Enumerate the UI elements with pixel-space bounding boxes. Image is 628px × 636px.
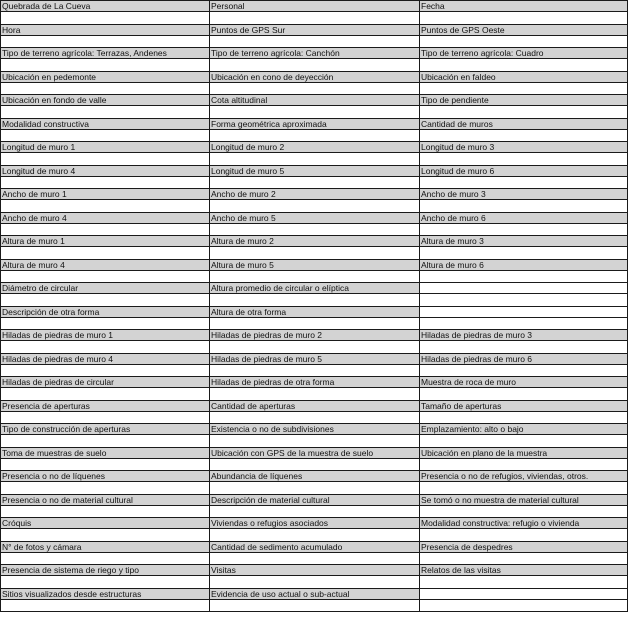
field-entry-row <box>1 12 628 25</box>
field-label: Presencia o no de refugios, viviendas, otros. <box>420 471 628 482</box>
field-label: Altura de muro 2 <box>210 236 420 247</box>
field-label: Abundancia de líquenes <box>210 471 420 482</box>
field-entry-row <box>1 388 628 401</box>
field-label-row <box>1 565 628 576</box>
field-label: Hiladas de piedras de muro 1 <box>1 330 210 341</box>
field-label: Toma de muestras de suelo <box>1 447 210 458</box>
field-label: Altura de muro 3 <box>420 236 628 247</box>
field-label-row <box>1 471 628 482</box>
field-label: Longitud de muro 1 <box>1 142 210 153</box>
field-label: Tipo de pendiente <box>420 95 628 106</box>
field-label: Ubicación en pedemonte <box>1 71 210 82</box>
field-entry-cell[interactable] <box>420 552 628 565</box>
field-entry-cell[interactable] <box>210 294 420 307</box>
field-entry-cell[interactable] <box>420 341 628 354</box>
field-entry-row <box>1 176 628 189</box>
field-entry-cell[interactable] <box>210 364 420 377</box>
field-label: Presencia o no de líquenes <box>1 471 210 482</box>
field-entry-cell[interactable] <box>420 270 628 283</box>
field-entry-row <box>1 552 628 565</box>
field-entry-cell[interactable] <box>420 223 628 236</box>
field-label-row <box>1 259 628 270</box>
field-label: Tipo de terreno agrícola: Canchón <box>210 48 420 59</box>
field-label: Hiladas de piedras de muro 4 <box>1 353 210 364</box>
field-entry-cell[interactable] <box>1 458 210 471</box>
field-label: Viviendas o refugios asociados <box>210 518 420 529</box>
field-entry-cell[interactable] <box>420 12 628 25</box>
field-entry-cell[interactable] <box>210 317 420 330</box>
field-entry-cell[interactable] <box>1 35 210 48</box>
field-entry-cell[interactable] <box>210 129 420 142</box>
field-entry-cell[interactable] <box>420 176 628 189</box>
field-entry-row <box>1 270 628 283</box>
field-label: Altura de muro 1 <box>1 236 210 247</box>
field-label: Altura de muro 5 <box>210 259 420 270</box>
field-entry-row <box>1 106 628 119</box>
field-entry-cell[interactable] <box>210 529 420 542</box>
field-entry-row <box>1 435 628 448</box>
field-label: Tipo de construcción de aperturas <box>1 424 210 435</box>
field-label: Cantidad de sedimento acumulado <box>210 541 420 552</box>
field-entry-cell[interactable] <box>210 82 420 95</box>
field-label: Modalidad constructiva <box>1 118 210 129</box>
field-label: Hiladas de piedras de otra forma <box>210 377 420 388</box>
field-label: Tipo de terreno agrícola: Terrazas, Andenes <box>1 48 210 59</box>
field-entry-row <box>1 458 628 471</box>
field-label: Longitud de muro 2 <box>210 142 420 153</box>
field-entry-cell[interactable] <box>1 294 210 307</box>
field-label: N° de fotos y cámara <box>1 541 210 552</box>
field-entry-cell[interactable] <box>210 458 420 471</box>
field-entry-cell[interactable] <box>210 106 420 119</box>
field-entry-cell[interactable] <box>210 599 420 612</box>
field-label-row <box>1 494 628 505</box>
field-entry-cell[interactable] <box>1 552 210 565</box>
field-label: Ancho de muro 4 <box>1 212 210 223</box>
field-label: Ancho de muro 5 <box>210 212 420 223</box>
field-entry-cell[interactable] <box>420 129 628 142</box>
field-entry-cell[interactable] <box>420 482 628 495</box>
field-label-row <box>1 142 628 153</box>
field-entry-cell[interactable] <box>210 270 420 283</box>
field-record-table-body <box>1 1 628 612</box>
field-entry-cell[interactable] <box>210 35 420 48</box>
field-label: Emplazamiento: alto o bajo <box>420 424 628 435</box>
field-label: Forma geométrica aproximada <box>210 118 420 129</box>
field-label: Tipo de terreno agrícola: Cuadro <box>420 48 628 59</box>
field-entry-cell[interactable] <box>210 576 420 589</box>
field-entry-cell[interactable] <box>1 505 210 518</box>
field-label: Presencia de aperturas <box>1 400 210 411</box>
field-entry-cell[interactable] <box>1 388 210 401</box>
field-label: Cantidad de muros <box>420 118 628 129</box>
field-entry-row <box>1 529 628 542</box>
field-entry-cell[interactable] <box>1 529 210 542</box>
field-label-row <box>1 353 628 364</box>
field-entry-cell[interactable] <box>1 59 210 72</box>
field-label-row <box>1 541 628 552</box>
field-entry-cell[interactable] <box>1 270 210 283</box>
field-label: Longitud de muro 4 <box>1 165 210 176</box>
field-label: Muestra de roca de muro <box>420 377 628 388</box>
field-entry-cell[interactable] <box>420 106 628 119</box>
field-entry-cell[interactable] <box>1 12 210 25</box>
field-entry-cell[interactable] <box>210 505 420 518</box>
field-entry-cell[interactable] <box>420 35 628 48</box>
field-entry-cell[interactable] <box>210 200 420 213</box>
field-label-row <box>1 189 628 200</box>
field-label: Hora <box>1 24 210 35</box>
field-label-row <box>1 1 628 12</box>
field-entry-cell[interactable] <box>420 435 628 448</box>
field-entry-row <box>1 294 628 307</box>
field-entry-cell[interactable] <box>1 576 210 589</box>
field-entry-row <box>1 35 628 48</box>
field-label-row <box>1 377 628 388</box>
field-entry-row <box>1 59 628 72</box>
field-entry-row <box>1 223 628 236</box>
field-label: Relatos de las visitas <box>420 565 628 576</box>
field-entry-cell[interactable] <box>210 435 420 448</box>
field-entry-cell[interactable] <box>420 200 628 213</box>
field-label-row <box>1 24 628 35</box>
field-label: Hiladas de piedras de muro 5 <box>210 353 420 364</box>
field-label-row <box>1 48 628 59</box>
field-label <box>420 283 628 294</box>
field-entry-row <box>1 82 628 95</box>
field-entry-row <box>1 153 628 166</box>
field-label: Ubicación en plano de la muestra <box>420 447 628 458</box>
field-entry-row <box>1 576 628 589</box>
field-entry-cell[interactable] <box>420 247 628 260</box>
field-entry-row <box>1 505 628 518</box>
field-entry-cell[interactable] <box>420 364 628 377</box>
field-entry-cell[interactable] <box>420 317 628 330</box>
field-label: Hiladas de piedras de muro 3 <box>420 330 628 341</box>
field-label: Modalidad constructiva: refugio o vivienda <box>420 518 628 529</box>
field-label-row <box>1 588 628 599</box>
field-entry-cell[interactable] <box>420 59 628 72</box>
field-label-row <box>1 424 628 435</box>
field-entry-row <box>1 129 628 142</box>
field-label-row <box>1 95 628 106</box>
field-label-row <box>1 400 628 411</box>
field-entry-row <box>1 247 628 260</box>
field-label: Fecha <box>420 1 628 12</box>
field-entry-cell[interactable] <box>1 247 210 260</box>
field-label: Descripción de otra forma <box>1 306 210 317</box>
field-entry-cell[interactable] <box>1 106 210 119</box>
field-entry-cell[interactable] <box>1 317 210 330</box>
field-label: Ubicación en fondo de valle <box>1 95 210 106</box>
field-label-row <box>1 71 628 82</box>
field-entry-cell[interactable] <box>420 82 628 95</box>
field-entry-cell[interactable] <box>420 388 628 401</box>
field-entry-cell[interactable] <box>210 341 420 354</box>
field-label: Altura de otra forma <box>210 306 420 317</box>
field-entry-cell[interactable] <box>1 341 210 354</box>
field-label: Personal <box>210 1 420 12</box>
field-label-row <box>1 165 628 176</box>
field-entry-row <box>1 482 628 495</box>
field-label: Ancho de muro 3 <box>420 189 628 200</box>
field-entry-row <box>1 200 628 213</box>
field-label: Visitas <box>210 565 420 576</box>
field-label: Hiladas de piedras de circular <box>1 377 210 388</box>
field-label: Evidencia de uso actual o sub-actual <box>210 588 420 599</box>
field-entry-cell[interactable] <box>210 552 420 565</box>
field-label: Cróquis <box>1 518 210 529</box>
field-entry-cell[interactable] <box>420 411 628 424</box>
field-entry-cell[interactable] <box>210 388 420 401</box>
field-label-row <box>1 306 628 317</box>
field-label: Ubicación en faldeo <box>420 71 628 82</box>
field-entry-row <box>1 599 628 612</box>
field-entry-cell[interactable] <box>1 129 210 142</box>
field-label: Hiladas de piedras de muro 2 <box>210 330 420 341</box>
field-label: Cota altitudinal <box>210 95 420 106</box>
field-entry-cell[interactable] <box>420 294 628 307</box>
field-entry-cell[interactable] <box>1 364 210 377</box>
field-entry-cell[interactable] <box>1 200 210 213</box>
field-label-row <box>1 283 628 294</box>
field-label: Presencia de despedres <box>420 541 628 552</box>
field-entry-cell[interactable] <box>1 176 210 189</box>
field-label: Diámetro de circular <box>1 283 210 294</box>
field-label-row <box>1 518 628 529</box>
field-label: Cantidad de aperturas <box>210 400 420 411</box>
field-entry-row <box>1 341 628 354</box>
field-label: Longitud de muro 3 <box>420 142 628 153</box>
field-label: Presencia de sistema de riego y tipo <box>1 565 210 576</box>
field-label: Se tomó o no muestra de material cultural <box>420 494 628 505</box>
field-entry-row <box>1 317 628 330</box>
field-entry-cell[interactable] <box>1 599 210 612</box>
field-entry-cell[interactable] <box>420 458 628 471</box>
field-label: Tamaño de aperturas <box>420 400 628 411</box>
field-label-row <box>1 212 628 223</box>
field-label <box>420 588 628 599</box>
field-entry-row <box>1 364 628 377</box>
field-label: Ancho de muro 6 <box>420 212 628 223</box>
field-entry-cell[interactable] <box>1 153 210 166</box>
field-label: Ancho de muro 2 <box>210 189 420 200</box>
field-label: Existencia o no de subdivisiones <box>210 424 420 435</box>
field-label: Longitud de muro 5 <box>210 165 420 176</box>
field-label: Quebrada de La Cueva <box>1 1 210 12</box>
field-entry-cell[interactable] <box>210 247 420 260</box>
field-entry-cell[interactable] <box>420 599 628 612</box>
field-entry-cell[interactable] <box>1 411 210 424</box>
field-label: Ubicación en cono de deyección <box>210 71 420 82</box>
field-entry-cell[interactable] <box>1 482 210 495</box>
field-label: Puntos de GPS Sur <box>210 24 420 35</box>
field-label-row <box>1 330 628 341</box>
field-entry-cell[interactable] <box>210 223 420 236</box>
field-entry-cell[interactable] <box>1 82 210 95</box>
field-label: Altura de muro 6 <box>420 259 628 270</box>
field-label-row <box>1 236 628 247</box>
field-entry-cell[interactable] <box>420 576 628 589</box>
field-label: Hiladas de piedras de muro 6 <box>420 353 628 364</box>
field-entry-cell[interactable] <box>420 529 628 542</box>
field-label: Sitios visualizados desde estructuras <box>1 588 210 599</box>
field-label <box>420 306 628 317</box>
field-entry-cell[interactable] <box>210 176 420 189</box>
field-entry-cell[interactable] <box>420 153 628 166</box>
field-entry-row <box>1 411 628 424</box>
field-entry-cell[interactable] <box>210 482 420 495</box>
field-label: Ancho de muro 1 <box>1 189 210 200</box>
field-label: Altura de muro 4 <box>1 259 210 270</box>
field-entry-cell[interactable] <box>1 435 210 448</box>
field-entry-cell[interactable] <box>210 153 420 166</box>
field-entry-cell[interactable] <box>210 59 420 72</box>
field-label: Longitud de muro 6 <box>420 165 628 176</box>
field-entry-cell[interactable] <box>1 223 210 236</box>
field-label-row <box>1 118 628 129</box>
field-entry-cell[interactable] <box>420 505 628 518</box>
field-label: Ubicación con GPS de la muestra de suelo <box>210 447 420 458</box>
field-entry-cell[interactable] <box>210 411 420 424</box>
field-label: Puntos de GPS Oeste <box>420 24 628 35</box>
field-label: Presencia o no de material cultural <box>1 494 210 505</box>
field-label: Altura promedio de circular o elíptica <box>210 283 420 294</box>
field-label-row <box>1 447 628 458</box>
field-label: Descripción de material cultural <box>210 494 420 505</box>
field-entry-cell[interactable] <box>210 12 420 25</box>
